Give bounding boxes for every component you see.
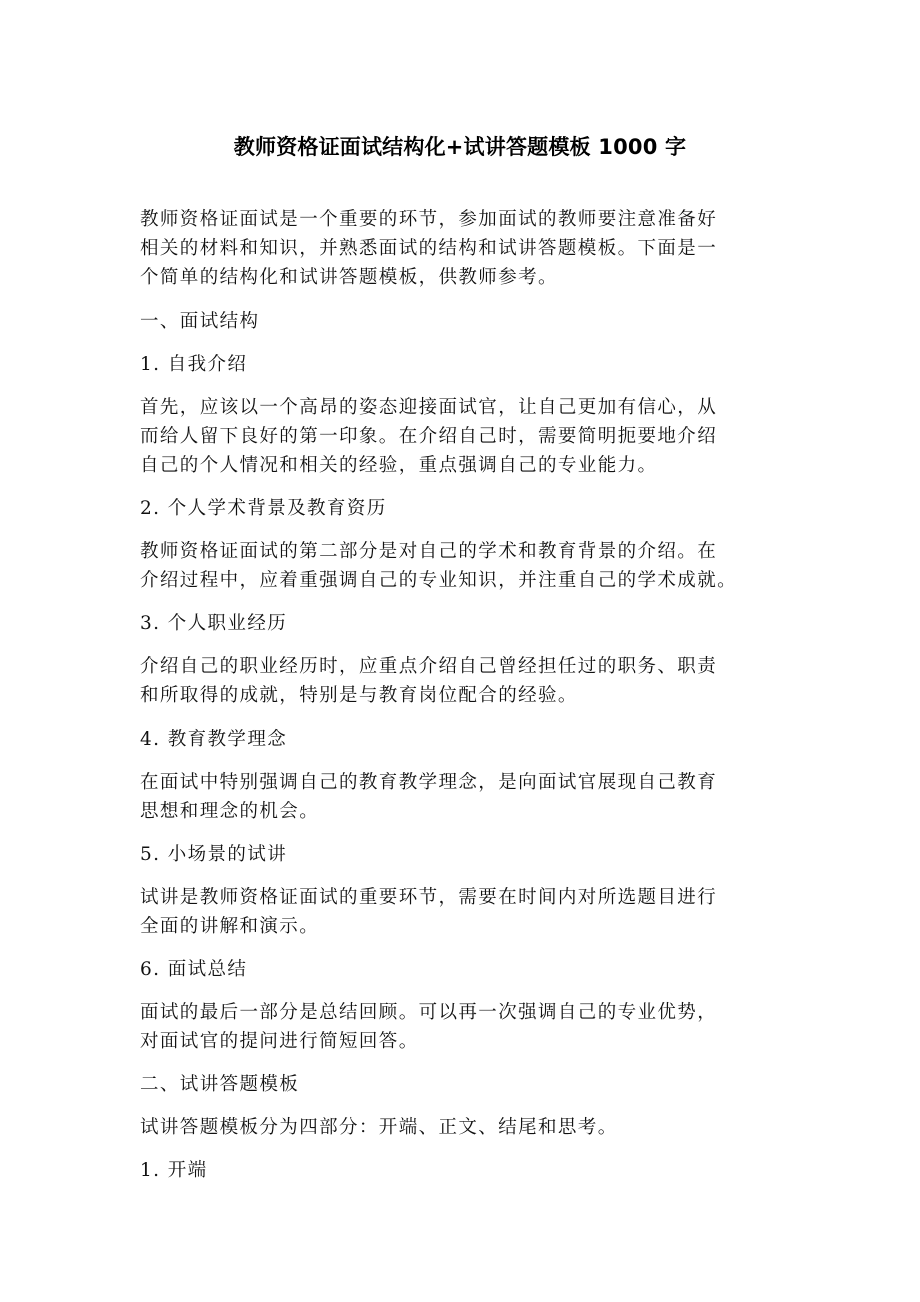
- section-intro: 试讲答题模板分为四部分：开端、正文、结尾和思考。: [140, 1117, 618, 1138]
- paragraph-line: 相关的材料和知识，并熟悉面试的结构和试讲答题模板。下面是一: [140, 238, 718, 259]
- paragraph-line: 教师资格证面试的第二部分是对自己的学术和教育背景的介绍。在: [140, 541, 718, 562]
- item-heading: 2. 个人学术背景及教育资历: [140, 498, 387, 519]
- item-paragraph: [140, 883, 800, 941]
- paragraph-line: 个简单的结构化和试讲答题模板，供教师参考。: [140, 267, 558, 288]
- item-heading: 5. 小场景的试讲: [140, 844, 288, 865]
- item-paragraph: [140, 393, 800, 480]
- item-heading: 1. 开端: [140, 1160, 208, 1181]
- section-heading: 一、面试结构: [140, 311, 260, 332]
- item-heading: 4. 教育教学理念: [140, 729, 288, 750]
- item-paragraph: [140, 768, 800, 826]
- paragraph-line: 而给人留下良好的第一印象。在介绍自己时，需要简明扼要地介绍: [140, 426, 718, 447]
- paragraph-line: 面试的最后一部分是总结回顾。可以再一次强调自己的专业优势，: [140, 1002, 718, 1023]
- intro-paragraph: [140, 205, 800, 292]
- paragraph-line: 试讲是教师资格证面试的重要环节，需要在时间内对所选题目进行: [140, 887, 718, 908]
- item-paragraph: [140, 998, 800, 1056]
- paragraph-line: 对面试官的提问进行简短回答。: [140, 1031, 419, 1052]
- item-heading: 6. 面试总结: [140, 959, 248, 980]
- item-paragraph: [140, 537, 800, 595]
- item-heading: 3. 个人职业经历: [140, 613, 288, 634]
- item-heading: 1. 自我介绍: [140, 354, 248, 375]
- paragraph-line: 在面试中特别强调自己的教育教学理念，是向面试官展现自己教育: [140, 772, 718, 793]
- paragraph-line: 介绍自己的职业经历时，应重点介绍自己曾经担任过的职务、职责: [140, 656, 718, 677]
- paragraph-line: 全面的讲解和演示。: [140, 916, 320, 937]
- paragraph-line: 教师资格证面试是一个重要的环节，参加面试的教师要注意准备好: [140, 209, 718, 230]
- paragraph-line: 介绍过程中，应着重强调自己的专业知识，并注重自己的学术成就。: [140, 570, 738, 591]
- item-paragraph: [140, 652, 800, 710]
- document-title: 教师资格证面试结构化+试讲答题模板 1000 字: [233, 135, 687, 159]
- paragraph-line: 思想和理念的机会。: [140, 801, 320, 822]
- paragraph-line: 首先，应该以一个高昂的姿态迎接面试官，让自己更加有信心，从: [140, 397, 718, 418]
- paragraph-line: 和所取得的成就，特别是与教育岗位配合的经验。: [140, 685, 578, 706]
- section-heading: 二、试讲答题模板: [140, 1074, 300, 1095]
- paragraph-line: 自己的个人情况和相关的经验，重点强调自己的专业能力。: [140, 455, 658, 476]
